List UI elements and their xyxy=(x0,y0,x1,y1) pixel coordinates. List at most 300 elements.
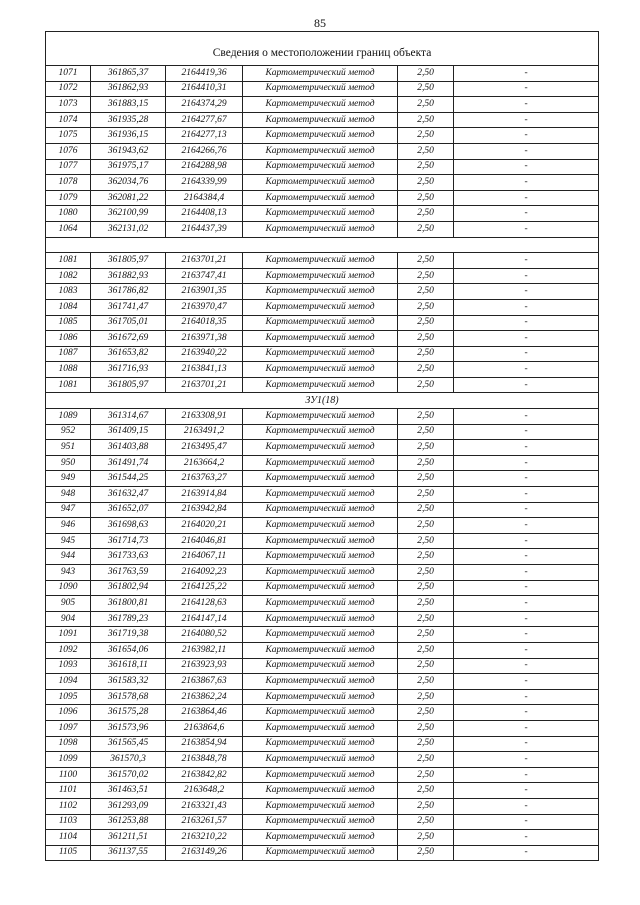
method-cell: Картометрический метод xyxy=(243,190,398,206)
method-cell: Картометрический метод xyxy=(243,315,398,331)
method-cell: Картометрический метод xyxy=(243,268,398,284)
point-number-cell: 1098 xyxy=(46,736,91,752)
table-row xyxy=(46,674,599,690)
table-row xyxy=(46,471,599,487)
x-coordinate-cell: 361491,74 xyxy=(91,455,166,471)
point-number-cell: 1093 xyxy=(46,658,91,674)
accuracy-cell: 2,50 xyxy=(398,362,454,378)
y-coordinate-cell: 2164046,81 xyxy=(166,533,243,549)
x-coordinate-cell: 362081,22 xyxy=(91,190,166,206)
point-number-cell: 1103 xyxy=(46,814,91,830)
method-cell: Картометрический метод xyxy=(243,596,398,612)
table-row xyxy=(46,580,599,596)
point-number-cell: 1072 xyxy=(46,81,91,97)
description-cell: - xyxy=(454,377,599,393)
accuracy-cell: 2,50 xyxy=(398,471,454,487)
y-coordinate-cell: 2163261,57 xyxy=(166,814,243,830)
method-cell: Картометрический метод xyxy=(243,284,398,300)
section-label: ЗУ1(18) xyxy=(46,393,599,409)
accuracy-cell: 2,50 xyxy=(398,798,454,814)
point-number-cell: 1076 xyxy=(46,143,91,159)
y-coordinate-cell: 2163747,41 xyxy=(166,268,243,284)
point-number-cell: 1104 xyxy=(46,830,91,846)
accuracy-cell: 2,50 xyxy=(398,767,454,783)
method-cell: Картометрический метод xyxy=(243,409,398,425)
table-row xyxy=(46,627,599,643)
table-row xyxy=(46,798,599,814)
x-coordinate-cell: 361653,82 xyxy=(91,346,166,362)
x-coordinate-cell: 362034,76 xyxy=(91,175,166,191)
point-number-cell: 1077 xyxy=(46,159,91,175)
description-cell: - xyxy=(454,611,599,627)
x-coordinate-cell: 361805,97 xyxy=(91,253,166,269)
table-row xyxy=(46,845,599,861)
method-cell: Картометрический метод xyxy=(243,112,398,128)
table-row xyxy=(46,81,599,97)
point-number-cell: 905 xyxy=(46,596,91,612)
x-coordinate-cell: 361705,01 xyxy=(91,315,166,331)
x-coordinate-cell: 361314,67 xyxy=(91,409,166,425)
y-coordinate-cell: 2163701,21 xyxy=(166,377,243,393)
method-cell: Картометрический метод xyxy=(243,159,398,175)
point-number-cell: 1102 xyxy=(46,798,91,814)
description-cell: - xyxy=(454,143,599,159)
blank-cell xyxy=(46,237,599,253)
point-number-cell: 1073 xyxy=(46,97,91,113)
accuracy-cell: 2,50 xyxy=(398,346,454,362)
point-number-cell: 1074 xyxy=(46,112,91,128)
description-cell: - xyxy=(454,81,599,97)
point-number-cell: 1094 xyxy=(46,674,91,690)
y-coordinate-cell: 2164266,76 xyxy=(166,143,243,159)
y-coordinate-cell: 2163763,27 xyxy=(166,471,243,487)
table-row xyxy=(46,175,599,191)
description-cell: - xyxy=(454,830,599,846)
description-cell: - xyxy=(454,705,599,721)
y-coordinate-cell: 2163970,47 xyxy=(166,299,243,315)
point-number-cell: 1095 xyxy=(46,689,91,705)
x-coordinate-cell: 362100,99 xyxy=(91,206,166,222)
method-cell: Картометрический метод xyxy=(243,642,398,658)
x-coordinate-cell: 361733,63 xyxy=(91,549,166,565)
point-number-cell: 1082 xyxy=(46,268,91,284)
x-coordinate-cell: 361578,68 xyxy=(91,689,166,705)
point-number-cell: 950 xyxy=(46,455,91,471)
point-number-cell: 945 xyxy=(46,533,91,549)
description-cell: - xyxy=(454,268,599,284)
accuracy-cell: 2,50 xyxy=(398,81,454,97)
method-cell: Картометрический метод xyxy=(243,533,398,549)
y-coordinate-cell: 2163210,22 xyxy=(166,830,243,846)
boundary-table xyxy=(45,31,599,861)
method-cell: Картометрический метод xyxy=(243,580,398,596)
point-number-cell: 944 xyxy=(46,549,91,565)
accuracy-cell: 2,50 xyxy=(398,642,454,658)
table-row xyxy=(46,642,599,658)
table-row xyxy=(46,502,599,518)
accuracy-cell: 2,50 xyxy=(398,518,454,534)
x-coordinate-cell: 361789,23 xyxy=(91,611,166,627)
point-number-cell: 1080 xyxy=(46,206,91,222)
method-cell: Картометрический метод xyxy=(243,346,398,362)
accuracy-cell: 2,50 xyxy=(398,580,454,596)
description-cell: - xyxy=(454,66,599,82)
description-cell: - xyxy=(454,798,599,814)
method-cell: Картометрический метод xyxy=(243,66,398,82)
point-number-cell: 1099 xyxy=(46,752,91,768)
description-cell: - xyxy=(454,565,599,581)
table-row xyxy=(46,720,599,736)
method-cell: Картометрический метод xyxy=(243,253,398,269)
method-cell: Картометрический метод xyxy=(243,736,398,752)
method-cell: Картометрический метод xyxy=(243,705,398,721)
x-coordinate-cell: 361544,25 xyxy=(91,471,166,487)
description-cell: - xyxy=(454,814,599,830)
table-row xyxy=(46,253,599,269)
x-coordinate-cell: 361463,51 xyxy=(91,783,166,799)
table-row xyxy=(46,611,599,627)
description-cell: - xyxy=(454,206,599,222)
method-cell: Картометрический метод xyxy=(243,221,398,237)
description-cell: - xyxy=(454,720,599,736)
method-cell: Картометрический метод xyxy=(243,175,398,191)
table-row xyxy=(46,377,599,393)
table-row xyxy=(46,689,599,705)
table-row xyxy=(46,424,599,440)
method-cell: Картометрический метод xyxy=(243,455,398,471)
y-coordinate-cell: 2164080,52 xyxy=(166,627,243,643)
table-row xyxy=(46,299,599,315)
y-coordinate-cell: 2164408,13 xyxy=(166,206,243,222)
table-row xyxy=(46,783,599,799)
accuracy-cell: 2,50 xyxy=(398,533,454,549)
accuracy-cell: 2,50 xyxy=(398,268,454,284)
description-cell: - xyxy=(454,331,599,347)
description-cell: - xyxy=(454,502,599,518)
description-cell: - xyxy=(454,767,599,783)
method-cell: Картометрический метод xyxy=(243,362,398,378)
y-coordinate-cell: 2164339,99 xyxy=(166,175,243,191)
description-cell: - xyxy=(454,549,599,565)
x-coordinate-cell: 361570,3 xyxy=(91,752,166,768)
x-coordinate-cell: 361883,15 xyxy=(91,97,166,113)
x-coordinate-cell: 361570,02 xyxy=(91,767,166,783)
point-number-cell: 1081 xyxy=(46,377,91,393)
accuracy-cell: 2,50 xyxy=(398,221,454,237)
point-number-cell: 1084 xyxy=(46,299,91,315)
description-cell: - xyxy=(454,97,599,113)
point-number-cell: 1083 xyxy=(46,284,91,300)
table-row xyxy=(46,549,599,565)
x-coordinate-cell: 361800,81 xyxy=(91,596,166,612)
method-cell: Картометрический метод xyxy=(243,487,398,503)
description-cell: - xyxy=(454,346,599,362)
description-cell: - xyxy=(454,736,599,752)
x-coordinate-cell: 361583,32 xyxy=(91,674,166,690)
point-number-cell: 948 xyxy=(46,487,91,503)
x-coordinate-cell: 361652,07 xyxy=(91,502,166,518)
accuracy-cell: 2,50 xyxy=(398,814,454,830)
x-coordinate-cell: 361716,93 xyxy=(91,362,166,378)
accuracy-cell: 2,50 xyxy=(398,66,454,82)
table-row xyxy=(46,487,599,503)
y-coordinate-cell: 2163495,47 xyxy=(166,440,243,456)
accuracy-cell: 2,50 xyxy=(398,175,454,191)
description-cell: - xyxy=(454,221,599,237)
x-coordinate-cell: 361936,15 xyxy=(91,128,166,144)
accuracy-cell: 2,50 xyxy=(398,689,454,705)
y-coordinate-cell: 2164277,67 xyxy=(166,112,243,128)
y-coordinate-cell: 2164092,23 xyxy=(166,565,243,581)
method-cell: Картометрический метод xyxy=(243,299,398,315)
method-cell: Картометрический метод xyxy=(243,767,398,783)
description-cell: - xyxy=(454,783,599,799)
description-cell: - xyxy=(454,284,599,300)
point-number-cell: 1088 xyxy=(46,362,91,378)
x-coordinate-cell: 361763,59 xyxy=(91,565,166,581)
accuracy-cell: 2,50 xyxy=(398,377,454,393)
x-coordinate-cell: 361935,28 xyxy=(91,112,166,128)
y-coordinate-cell: 2164384,4 xyxy=(166,190,243,206)
method-cell: Картометрический метод xyxy=(243,752,398,768)
point-number-cell: 1091 xyxy=(46,627,91,643)
table-row xyxy=(46,284,599,300)
x-coordinate-cell: 361293,09 xyxy=(91,798,166,814)
description-cell: - xyxy=(454,487,599,503)
y-coordinate-cell: 2163308,91 xyxy=(166,409,243,425)
point-number-cell: 1071 xyxy=(46,66,91,82)
x-coordinate-cell: 361618,11 xyxy=(91,658,166,674)
table-row xyxy=(46,221,599,237)
table-row xyxy=(46,268,599,284)
method-cell: Картометрический метод xyxy=(243,627,398,643)
accuracy-cell: 2,50 xyxy=(398,783,454,799)
x-coordinate-cell: 361672,69 xyxy=(91,331,166,347)
table-row xyxy=(46,705,599,721)
y-coordinate-cell: 2163701,21 xyxy=(166,253,243,269)
point-number-cell: 1087 xyxy=(46,346,91,362)
x-coordinate-cell: 361802,94 xyxy=(91,580,166,596)
x-coordinate-cell: 361211,51 xyxy=(91,830,166,846)
y-coordinate-cell: 2164288,98 xyxy=(166,159,243,175)
table-row xyxy=(46,315,599,331)
page-number: 85 xyxy=(314,16,326,30)
table-title: Сведения о местоположении границ объекта xyxy=(46,32,599,66)
table-row xyxy=(46,128,599,144)
description-cell: - xyxy=(454,580,599,596)
x-coordinate-cell: 361805,97 xyxy=(91,377,166,393)
description-cell: - xyxy=(454,128,599,144)
accuracy-cell: 2,50 xyxy=(398,190,454,206)
accuracy-cell: 2,50 xyxy=(398,253,454,269)
method-cell: Картометрический метод xyxy=(243,798,398,814)
y-coordinate-cell: 2163982,11 xyxy=(166,642,243,658)
table-body xyxy=(46,32,599,861)
x-coordinate-cell: 361943,62 xyxy=(91,143,166,159)
table-row xyxy=(46,112,599,128)
point-number-cell: 1089 xyxy=(46,409,91,425)
point-number-cell: 946 xyxy=(46,518,91,534)
table-row xyxy=(46,658,599,674)
y-coordinate-cell: 2163864,46 xyxy=(166,705,243,721)
point-number-cell: 951 xyxy=(46,440,91,456)
y-coordinate-cell: 2164128,63 xyxy=(166,596,243,612)
point-number-cell: 1081 xyxy=(46,253,91,269)
accuracy-cell: 2,50 xyxy=(398,611,454,627)
description-cell: - xyxy=(454,175,599,191)
y-coordinate-cell: 2163864,6 xyxy=(166,720,243,736)
table-row xyxy=(46,440,599,456)
method-cell: Картометрический метод xyxy=(243,689,398,705)
point-number-cell: 1100 xyxy=(46,767,91,783)
description-cell: - xyxy=(454,424,599,440)
point-number-cell: 904 xyxy=(46,611,91,627)
y-coordinate-cell: 2163940,22 xyxy=(166,346,243,362)
description-cell: - xyxy=(454,409,599,425)
description-cell: - xyxy=(454,642,599,658)
y-coordinate-cell: 2163867,63 xyxy=(166,674,243,690)
section-row xyxy=(46,393,599,409)
method-cell: Картометрический метод xyxy=(243,502,398,518)
table-row xyxy=(46,518,599,534)
y-coordinate-cell: 2164419,36 xyxy=(166,66,243,82)
table-row xyxy=(46,143,599,159)
method-cell: Картометрический метод xyxy=(243,814,398,830)
x-coordinate-cell: 361575,28 xyxy=(91,705,166,721)
point-number-cell: 1092 xyxy=(46,642,91,658)
accuracy-cell: 2,50 xyxy=(398,143,454,159)
description-cell: - xyxy=(454,112,599,128)
accuracy-cell: 2,50 xyxy=(398,299,454,315)
table-row xyxy=(46,752,599,768)
y-coordinate-cell: 2164437,39 xyxy=(166,221,243,237)
y-coordinate-cell: 2163914,84 xyxy=(166,487,243,503)
method-cell: Картометрический метод xyxy=(243,845,398,861)
table-row xyxy=(46,206,599,222)
method-cell: Картометрический метод xyxy=(243,830,398,846)
accuracy-cell: 2,50 xyxy=(398,752,454,768)
x-coordinate-cell: 361632,47 xyxy=(91,487,166,503)
method-cell: Картометрический метод xyxy=(243,206,398,222)
y-coordinate-cell: 2163971,38 xyxy=(166,331,243,347)
method-cell: Картометрический метод xyxy=(243,611,398,627)
point-number-cell: 1097 xyxy=(46,720,91,736)
method-cell: Картометрический метод xyxy=(243,783,398,799)
accuracy-cell: 2,50 xyxy=(398,97,454,113)
x-coordinate-cell: 361565,45 xyxy=(91,736,166,752)
table-row xyxy=(46,830,599,846)
y-coordinate-cell: 2163321,43 xyxy=(166,798,243,814)
table-row xyxy=(46,767,599,783)
table-row xyxy=(46,565,599,581)
table-row xyxy=(46,596,599,612)
table-row xyxy=(46,736,599,752)
x-coordinate-cell: 361573,96 xyxy=(91,720,166,736)
accuracy-cell: 2,50 xyxy=(398,627,454,643)
method-cell: Картометрический метод xyxy=(243,97,398,113)
y-coordinate-cell: 2164410,31 xyxy=(166,81,243,97)
description-cell: - xyxy=(454,253,599,269)
y-coordinate-cell: 2163848,78 xyxy=(166,752,243,768)
accuracy-cell: 2,50 xyxy=(398,502,454,518)
x-coordinate-cell: 361403,88 xyxy=(91,440,166,456)
description-cell: - xyxy=(454,190,599,206)
y-coordinate-cell: 2163862,24 xyxy=(166,689,243,705)
y-coordinate-cell: 2163841,13 xyxy=(166,362,243,378)
method-cell: Картометрический метод xyxy=(243,549,398,565)
x-coordinate-cell: 361137,55 xyxy=(91,845,166,861)
description-cell: - xyxy=(454,299,599,315)
point-number-cell: 1064 xyxy=(46,221,91,237)
method-cell: Картометрический метод xyxy=(243,471,398,487)
accuracy-cell: 2,50 xyxy=(398,674,454,690)
point-number-cell: 1086 xyxy=(46,331,91,347)
table-row xyxy=(46,533,599,549)
accuracy-cell: 2,50 xyxy=(398,705,454,721)
accuracy-cell: 2,50 xyxy=(398,424,454,440)
method-cell: Картометрический метод xyxy=(243,377,398,393)
x-coordinate-cell: 361882,93 xyxy=(91,268,166,284)
table-row xyxy=(46,455,599,471)
method-cell: Картометрический метод xyxy=(243,128,398,144)
y-coordinate-cell: 2164020,21 xyxy=(166,518,243,534)
point-number-cell: 1101 xyxy=(46,783,91,799)
method-cell: Картометрический метод xyxy=(243,565,398,581)
table-row xyxy=(46,331,599,347)
x-coordinate-cell: 362131,02 xyxy=(91,221,166,237)
x-coordinate-cell: 361741,47 xyxy=(91,299,166,315)
method-cell: Картометрический метод xyxy=(243,658,398,674)
point-number-cell: 1105 xyxy=(46,845,91,861)
accuracy-cell: 2,50 xyxy=(398,284,454,300)
accuracy-cell: 2,50 xyxy=(398,845,454,861)
x-coordinate-cell: 361786,82 xyxy=(91,284,166,300)
x-coordinate-cell: 361975,17 xyxy=(91,159,166,175)
table-row xyxy=(46,346,599,362)
accuracy-cell: 2,50 xyxy=(398,331,454,347)
method-cell: Картометрический метод xyxy=(243,81,398,97)
y-coordinate-cell: 2163842,82 xyxy=(166,767,243,783)
y-coordinate-cell: 2163648,2 xyxy=(166,783,243,799)
method-cell: Картометрический метод xyxy=(243,331,398,347)
table-row xyxy=(46,814,599,830)
accuracy-cell: 2,50 xyxy=(398,206,454,222)
table-title-row xyxy=(46,32,599,66)
point-number-cell: 949 xyxy=(46,471,91,487)
point-number-cell: 1090 xyxy=(46,580,91,596)
y-coordinate-cell: 2164067,11 xyxy=(166,549,243,565)
x-coordinate-cell: 361862,93 xyxy=(91,81,166,97)
y-coordinate-cell: 2163923,93 xyxy=(166,658,243,674)
x-coordinate-cell: 361714,73 xyxy=(91,533,166,549)
point-number-cell: 1085 xyxy=(46,315,91,331)
accuracy-cell: 2,50 xyxy=(398,159,454,175)
point-number-cell: 943 xyxy=(46,565,91,581)
y-coordinate-cell: 2164018,35 xyxy=(166,315,243,331)
accuracy-cell: 2,50 xyxy=(398,736,454,752)
accuracy-cell: 2,50 xyxy=(398,315,454,331)
description-cell: - xyxy=(454,159,599,175)
description-cell: - xyxy=(454,752,599,768)
accuracy-cell: 2,50 xyxy=(398,128,454,144)
accuracy-cell: 2,50 xyxy=(398,455,454,471)
point-number-cell: 1096 xyxy=(46,705,91,721)
accuracy-cell: 2,50 xyxy=(398,549,454,565)
description-cell: - xyxy=(454,845,599,861)
method-cell: Картометрический метод xyxy=(243,518,398,534)
table-row xyxy=(46,190,599,206)
method-cell: Картометрический метод xyxy=(243,440,398,456)
